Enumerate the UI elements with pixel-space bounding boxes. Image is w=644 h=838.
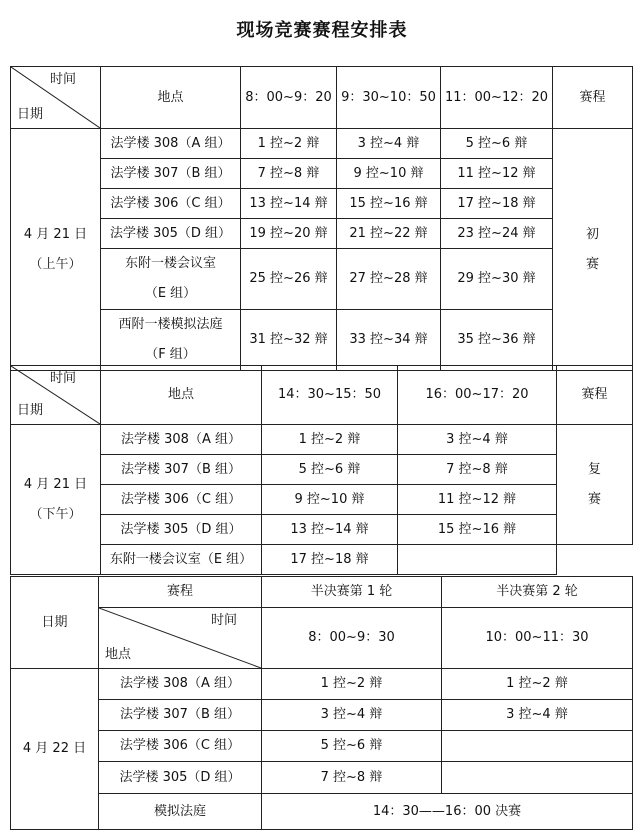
match-cell: 17 控~18 辩	[262, 545, 398, 575]
stage-cell	[557, 425, 633, 545]
location-cell: 东附一楼会议室（E 组）	[101, 545, 262, 575]
date-cell: 4 月 22 日	[11, 669, 99, 830]
location-cell: 法学楼 308（A 组）	[101, 129, 241, 159]
schedule-table-semifinal	[10, 576, 633, 830]
match-cell: 13 控~14 辩	[262, 515, 398, 545]
match-cell: 1 控~2 辩	[262, 425, 398, 455]
round-header: 半决赛第 1 轮	[262, 577, 442, 608]
match-cell: 13 控~14 辩	[241, 189, 337, 219]
period-text: （上午）	[29, 256, 82, 272]
match-cell	[398, 545, 557, 575]
match-cell: 15 控~16 辩	[337, 189, 441, 219]
location-cell: 法学楼 307（B 组）	[101, 159, 241, 189]
diagonal-header-cell	[11, 366, 101, 425]
match-cell	[442, 731, 633, 762]
match-cell: 29 控~30 辩	[441, 249, 553, 310]
match-cell: 3 控~4 辩	[262, 700, 442, 731]
stage-char: 复	[587, 461, 601, 477]
schedule-table-morning	[10, 66, 633, 371]
header-date-label: 日期	[17, 403, 44, 418]
time-slot-header: 14：30~15：50	[262, 366, 398, 425]
match-cell: 1 控~2 辩	[262, 669, 442, 700]
page-title: 现场竞赛赛程安排表	[236, 20, 408, 41]
period-text: （下午）	[29, 506, 82, 522]
match-cell: 21 控~22 辩	[337, 219, 441, 249]
location-header: 地点	[101, 366, 262, 425]
match-cell: 19 控~20 辩	[241, 219, 337, 249]
location-cell: 法学楼 305（D 组）	[99, 762, 262, 794]
match-cell: 35 控~36 辩	[441, 310, 553, 371]
empty-cell	[557, 545, 633, 575]
header-date-label: 日期	[17, 107, 44, 122]
date-text: 4 月 21 日	[23, 476, 88, 492]
stage-char: 赛	[587, 491, 601, 507]
date-cell	[11, 129, 101, 371]
match-cell: 1 控~2 辩	[241, 129, 337, 159]
location-cell: 法学楼 307（B 组）	[99, 700, 262, 731]
location-cell: 法学楼 306（C 组）	[99, 731, 262, 762]
match-cell: 17 控~18 辩	[441, 189, 553, 219]
header-location-label: 地点	[105, 647, 132, 662]
header-time-label: 时间	[210, 613, 237, 628]
match-cell: 3 控~4 辩	[442, 700, 633, 731]
location-cell: 法学楼 306（C 组）	[101, 189, 241, 219]
location-group: （F 组）	[145, 347, 196, 362]
header-time-label: 时间	[49, 72, 76, 87]
date-header: 日期	[11, 577, 99, 669]
match-cell: 27 控~28 辩	[337, 249, 441, 310]
location-cell	[101, 249, 241, 310]
match-cell: 5 控~6 辩	[262, 731, 442, 762]
location-cell: 法学楼 308（A 组）	[101, 425, 262, 455]
match-cell: 9 控~10 辩	[262, 485, 398, 515]
match-cell: 7 控~8 辩	[398, 455, 557, 485]
time-slot-header: 10：00~11：30	[442, 608, 633, 669]
location-cell: 法学楼 307（B 组）	[101, 455, 262, 485]
match-cell: 23 控~24 辩	[441, 219, 553, 249]
header-time-label: 时间	[49, 371, 76, 386]
stage-char: 赛	[585, 256, 599, 272]
time-slot-header: 11：00~12：20	[441, 67, 553, 129]
match-cell	[442, 762, 633, 794]
stage-header: 赛程	[99, 577, 262, 608]
location-cell	[101, 310, 241, 371]
location-cell: 法学楼 305（D 组）	[101, 515, 262, 545]
match-cell: 11 控~12 辩	[398, 485, 557, 515]
diagonal-header-cell	[11, 67, 101, 129]
location-header: 地点	[101, 67, 241, 129]
stage-header: 赛程	[553, 67, 633, 129]
stage-header: 赛程	[557, 366, 633, 425]
match-cell: 31 控~32 辩	[241, 310, 337, 371]
final-cell: 14：30——16：00 决赛	[262, 794, 633, 830]
match-cell: 3 控~4 辩	[337, 129, 441, 159]
time-slot-header: 9：30~10：50	[337, 67, 441, 129]
diagonal-header-cell	[99, 608, 262, 669]
date-text: 4 月 21 日	[23, 226, 88, 242]
location-cell: 模拟法庭	[99, 794, 262, 830]
match-cell: 7 控~8 辩	[241, 159, 337, 189]
stage-cell	[553, 129, 633, 371]
location-cell: 法学楼 305（D 组）	[101, 219, 241, 249]
schedule-table-afternoon	[10, 365, 633, 575]
match-cell: 25 控~26 辩	[241, 249, 337, 310]
location-name: 东附一楼会议室	[124, 256, 216, 271]
location-cell: 法学楼 308（A 组）	[99, 669, 262, 700]
match-cell: 7 控~8 辩	[262, 762, 442, 794]
match-cell: 1 控~2 辩	[442, 669, 633, 700]
time-slot-header: 8：00~9：20	[241, 67, 337, 129]
round-header: 半决赛第 2 轮	[442, 577, 633, 608]
date-cell	[11, 425, 101, 575]
stage-char: 初	[585, 226, 599, 242]
match-cell: 9 控~10 辩	[337, 159, 441, 189]
match-cell: 11 控~12 辩	[441, 159, 553, 189]
location-cell: 法学楼 306（C 组）	[101, 485, 262, 515]
match-cell: 3 控~4 辩	[398, 425, 557, 455]
location-group: （E 组）	[144, 286, 197, 301]
match-cell: 33 控~34 辩	[337, 310, 441, 371]
match-cell: 5 控~6 辩	[441, 129, 553, 159]
match-cell: 5 控~6 辩	[262, 455, 398, 485]
match-cell: 15 控~16 辩	[398, 515, 557, 545]
time-slot-header: 16：00~17：20	[398, 366, 557, 425]
location-name: 西附一楼模拟法庭	[118, 317, 223, 332]
time-slot-header: 8：00~9：30	[262, 608, 442, 669]
